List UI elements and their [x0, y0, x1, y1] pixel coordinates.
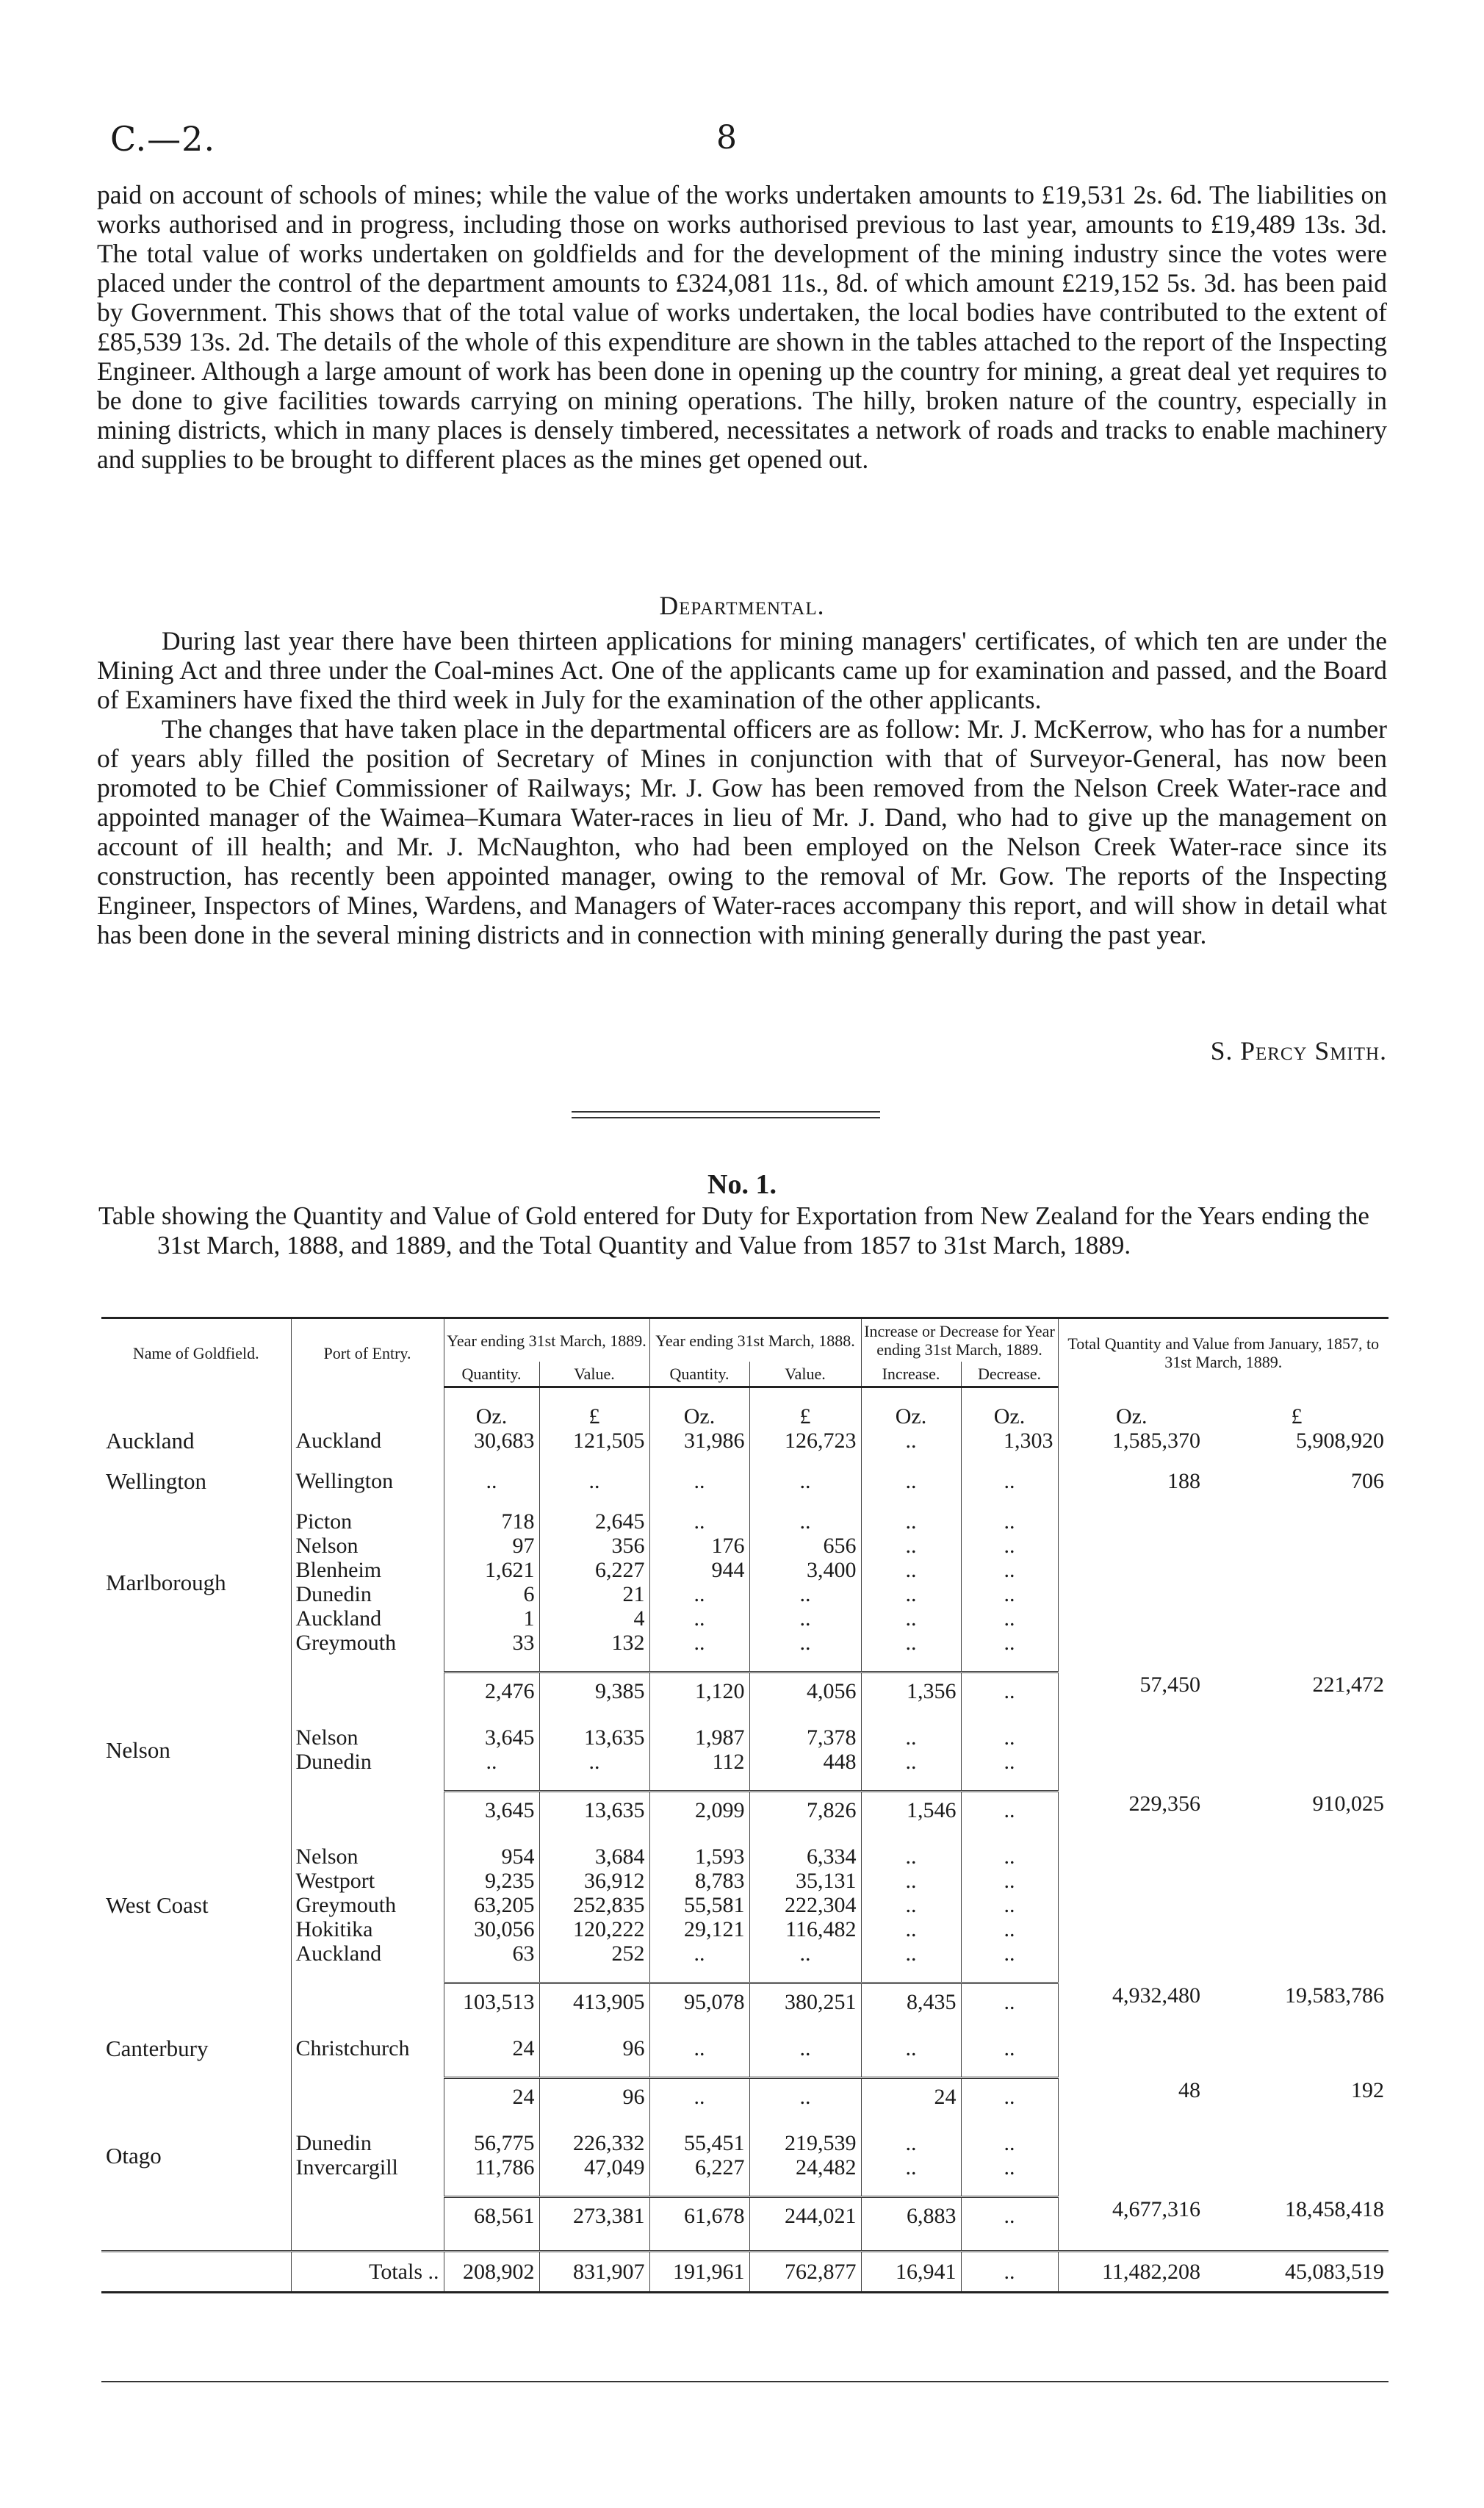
port-name: Picton — [291, 1509, 444, 1534]
cell-inc: .. — [861, 2036, 961, 2060]
cell-v88: 3,400 — [749, 1558, 861, 1582]
port-name: Greymouth — [291, 1893, 444, 1917]
subtotal-v88: 380,251 — [749, 1983, 861, 2021]
table-row — [101, 1917, 1388, 1941]
subtotal-port-blank — [291, 1672, 444, 1710]
sub-quantity-1889: Quantity. — [444, 1362, 539, 1387]
port-name: Hokitika — [291, 1917, 444, 1941]
cell-total-q — [1058, 1606, 1205, 1631]
cell-dec: .. — [961, 1725, 1058, 1750]
totals-row — [101, 2252, 1388, 2293]
subtotal-v89: 413,905 — [539, 1983, 649, 2021]
cell-q89: 718 — [444, 1509, 539, 1534]
cell-q88: 8,783 — [649, 1869, 749, 1893]
table-row — [101, 1429, 1388, 1453]
port-name: Blenheim — [291, 1558, 444, 1582]
cell-q89: .. — [444, 1469, 539, 1493]
section-heading: Departmental. — [659, 591, 825, 620]
cell-inc: .. — [861, 1893, 961, 1917]
cell-v89: 36,912 — [539, 1869, 649, 1893]
col-goldfield-header: Name of Goldfield. — [101, 1318, 291, 1387]
cell-dec: .. — [961, 2131, 1058, 2155]
subtotal-q89: 68,561 — [444, 2197, 539, 2235]
subtotal-inc: 1,546 — [861, 1792, 961, 1829]
cell-dec: .. — [961, 1469, 1058, 1493]
subtotal-row — [101, 1672, 1388, 1710]
unit-oz: Oz. — [444, 1404, 539, 1429]
cell-q88: 176 — [649, 1534, 749, 1558]
port-name: Auckland — [291, 1429, 444, 1453]
cell-total-v — [1205, 1725, 1388, 1750]
cell-total-q — [1058, 1893, 1205, 1917]
cell-inc: .. — [861, 1469, 961, 1493]
cell-q89: 6 — [444, 1582, 539, 1606]
subtotal-v89: 9,385 — [539, 1672, 649, 1710]
cell-q89: 9,235 — [444, 1869, 539, 1893]
cell-total-v — [1205, 1941, 1388, 1966]
subtotal-port-blank — [291, 1792, 444, 1829]
cell-inc: .. — [861, 1429, 961, 1453]
subtotal-q88: 95,078 — [649, 1983, 749, 2021]
cell-total-v — [1205, 1893, 1388, 1917]
cell-total-v — [1205, 2131, 1388, 2155]
dept-paragraph-1: During last year there have been thirteen applications for mining managers' certificates, of which ten are under the Mining Act and three under the Coal-mines Act. One of the applicants came up for examination and passed, and the Board of Examiners have fixed the third week in July for the examination of the other applicants. — [97, 626, 1387, 714]
cell-total-q — [1058, 1844, 1205, 1869]
cell-v89: 47,049 — [539, 2155, 649, 2180]
table-row — [101, 1631, 1388, 1655]
subtotal-q89: 3,645 — [444, 1792, 539, 1829]
subtotal-blank — [101, 1983, 291, 2021]
cell-q88: 31,986 — [649, 1429, 749, 1453]
subtotal-q88: 1,120 — [649, 1672, 749, 1710]
cell-inc: .. — [861, 1941, 961, 1966]
port-name: Wellington — [291, 1469, 444, 1493]
cell-v89: 120,222 — [539, 1917, 649, 1941]
cell-total-v — [1205, 1582, 1388, 1606]
cell-dec: .. — [961, 1631, 1058, 1655]
cell-total-v — [1205, 1534, 1388, 1558]
subtotal-inc: 8,435 — [861, 1983, 961, 2021]
cell-q89: 24 — [444, 2036, 539, 2060]
unit-oz: Oz. — [1058, 1404, 1205, 1429]
subtotal-q88: .. — [649, 2078, 749, 2116]
cell-q89: .. — [444, 1750, 539, 1774]
total-dec: .. — [961, 2252, 1058, 2293]
cell-q89: 97 — [444, 1534, 539, 1558]
cell-total-q — [1058, 2155, 1205, 2180]
table-row — [101, 1893, 1388, 1917]
signature: S. Percy Smith. — [1210, 1036, 1387, 1066]
cell-dec: .. — [961, 1917, 1058, 1941]
port-name: Dunedin — [291, 2131, 444, 2155]
table-row — [101, 1582, 1388, 1606]
cell-q88: .. — [649, 1941, 749, 1966]
subtotal-row — [101, 1983, 1388, 2021]
subtotal-v89: 273,381 — [539, 2197, 649, 2235]
cell-total-q — [1058, 1509, 1205, 1534]
cell-q89: 33 — [444, 1631, 539, 1655]
subtotal-total-q: 48 — [1058, 2078, 1205, 2116]
subtotal-dec: .. — [961, 1983, 1058, 2021]
cell-dec: .. — [961, 1558, 1058, 1582]
cell-q89: 1 — [444, 1606, 539, 1631]
subtotal-dec: .. — [961, 2197, 1058, 2235]
subtotal-inc: 24 — [861, 2078, 961, 2116]
totals-label: Totals .. — [291, 2252, 444, 2293]
cell-v88: 24,482 — [749, 2155, 861, 2180]
total-q89: 208,902 — [444, 2252, 539, 2293]
cell-v88: .. — [749, 1631, 861, 1655]
cell-v88: .. — [749, 2036, 861, 2060]
cell-inc: .. — [861, 2155, 961, 2180]
cell-v89: 356 — [539, 1534, 649, 1558]
cell-q88: .. — [649, 1509, 749, 1534]
cell-total-v — [1205, 1917, 1388, 1941]
cell-q88: 6,227 — [649, 2155, 749, 2180]
col-port-header: Port of Entry. — [291, 1318, 444, 1387]
body-paragraph: paid on account of schools of mines; while the value of the works undertaken amounts to £19,531 2s. 6d. The liabilities on works authorised and in progress, including those on works authorised previous to last year, amounts to £19,489 13s. 3d. The total value of works undertaken on goldfields and for the development of the mining industry since the votes were placed under the control of the department amounts to £324,081 11s., 8d. of which amount £219,152 5s. 3d. has been paid by Government. This shows that of the total value of works undertaken, the local bodies have contributed to the extent of £85,539 13s. 2d. The details of the whole of this expenditure are shown in the tables attached to the report of the Inspecting Engineer. Although a large amount of work has been done in opening up the country for mining, a great deal yet requires to be done to give facilities towards carrying on mining operations. The hilly, broken nature of the country, especially in mining districts, which in many places is densely timbered, necessitates a network of roads and tracks to enable machinery and supplies to be brought to different places as the mines get opened out. — [97, 180, 1387, 474]
cell-total-v — [1205, 1558, 1388, 1582]
subtotal-port-blank — [291, 2078, 444, 2116]
cell-total-q — [1058, 2036, 1205, 2060]
cell-v89: 121,505 — [539, 1429, 649, 1453]
cell-q88: 55,451 — [649, 2131, 749, 2155]
cell-q89: 56,775 — [444, 2131, 539, 2155]
col-year1888-header: Year ending 31st March, 1888. — [649, 1318, 861, 1362]
unit-oz: Oz. — [649, 1404, 749, 1429]
cell-inc: .. — [861, 1631, 961, 1655]
cell-v88: .. — [749, 1582, 861, 1606]
cell-v88: 35,131 — [749, 1869, 861, 1893]
cell-q88: .. — [649, 1469, 749, 1493]
unit-pound: £ — [539, 1404, 649, 1429]
cell-v88: .. — [749, 1941, 861, 1966]
subtotal-blank — [101, 2197, 291, 2235]
cell-dec: .. — [961, 1844, 1058, 1869]
sub-value-1889: Value. — [539, 1362, 649, 1387]
table-row — [101, 1750, 1388, 1774]
divider-rule — [572, 1117, 880, 1118]
cell-dec: .. — [961, 1893, 1058, 1917]
cell-v89: 6,227 — [539, 1558, 649, 1582]
subtotal-dec: .. — [961, 1672, 1058, 1710]
sub-decrease: Decrease. — [961, 1362, 1058, 1387]
subtotal-total-v: 910,025 — [1312, 1791, 1384, 1816]
cell-inc: .. — [861, 1844, 961, 1869]
cell-q89: 3,645 — [444, 1725, 539, 1750]
port-name: Invercargill — [291, 2155, 444, 2180]
cell-v89: 226,332 — [539, 2131, 649, 2155]
cell-q89: 63,205 — [444, 1893, 539, 1917]
cell-total-v — [1205, 1750, 1388, 1774]
subtotal-total-v: 192 — [1351, 2077, 1384, 2102]
cell-total-v: 706 — [1351, 1469, 1384, 1493]
cell-v89: 96 — [539, 2036, 649, 2060]
cell-dec: .. — [961, 1941, 1058, 1966]
cell-inc: .. — [861, 1558, 961, 1582]
port-name: Dunedin — [291, 1750, 444, 1774]
cell-q89: 11,786 — [444, 2155, 539, 2180]
sub-value-1888: Value. — [749, 1362, 861, 1387]
cell-inc: .. — [861, 1725, 961, 1750]
cell-inc: .. — [861, 1917, 961, 1941]
cell-q88: .. — [649, 1606, 749, 1631]
subtotal-total-q: 4,932,480 — [1058, 1983, 1205, 2021]
subtotal-q88: 2,099 — [649, 1792, 749, 1829]
units-row — [101, 1404, 1388, 1429]
total-v88: 762,877 — [749, 2252, 861, 2293]
port-name: Nelson — [291, 1725, 444, 1750]
cell-inc: .. — [861, 1534, 961, 1558]
col-incdec-header: Increase or Decrease for Year ending 31st March, 1889. — [861, 1318, 1058, 1362]
unit-oz: Oz. — [861, 1404, 961, 1429]
table-row — [101, 1869, 1388, 1893]
table-row — [101, 1469, 1388, 1493]
table-row — [101, 2036, 1388, 2060]
cell-q89: 1,621 — [444, 1558, 539, 1582]
cell-v89: 3,684 — [539, 1844, 649, 1869]
table-row — [101, 1534, 1388, 1558]
table-row — [101, 1844, 1388, 1869]
cell-dec: .. — [961, 2036, 1058, 2060]
divider-rule — [572, 1111, 880, 1113]
table-row — [101, 1941, 1388, 1966]
document-reference: C.—2. — [110, 119, 216, 159]
subtotal-blank — [101, 1672, 291, 1710]
cell-total-v — [1205, 1606, 1388, 1631]
subtotal-v88: 7,826 — [749, 1792, 861, 1829]
sub-quantity-1888: Quantity. — [649, 1362, 749, 1387]
cell-dec: .. — [961, 1750, 1058, 1774]
cell-dec: .. — [961, 1582, 1058, 1606]
cell-q89: 63 — [444, 1941, 539, 1966]
cell-v88: 6,334 — [749, 1844, 861, 1869]
subtotal-v88: .. — [749, 2078, 861, 2116]
subtotal-port-blank — [291, 2197, 444, 2235]
subtotal-blank — [101, 2078, 291, 2116]
cell-v89: 2,645 — [539, 1509, 649, 1534]
goldfield-name: Nelson — [106, 1736, 170, 1763]
cell-q88: 112 — [649, 1750, 749, 1774]
port-name: Auckland — [291, 1941, 444, 1966]
subtotal-v89: 13,635 — [539, 1792, 649, 1829]
cell-q89: 954 — [444, 1844, 539, 1869]
subtotal-q88: 61,678 — [649, 2197, 749, 2235]
cell-dec: .. — [961, 1509, 1058, 1534]
cell-dec: .. — [961, 1606, 1058, 1631]
subtotal-q89: 2,476 — [444, 1672, 539, 1710]
cell-v88: 656 — [749, 1534, 861, 1558]
cell-total-v — [1205, 1631, 1388, 1655]
cell-total-q — [1058, 1750, 1205, 1774]
unit-pound: £ — [1291, 1404, 1303, 1429]
subtotal-total-v: 19,583,786 — [1285, 1983, 1384, 2008]
cell-dec: .. — [961, 1869, 1058, 1893]
cell-total-q: 1,585,370 — [1058, 1429, 1205, 1453]
cell-inc: .. — [861, 1750, 961, 1774]
cell-dec: .. — [961, 1534, 1058, 1558]
cell-v89: 132 — [539, 1631, 649, 1655]
goldfield-name: Auckland — [106, 1428, 195, 1454]
dept-paragraph-2: The changes that have taken place in the departmental officers are as follow: Mr. J. McKerrow, who has for a number of years ably filled the position of Secretary of Mines in conjunction with that of Surveyor-General, has now been promoted to be Chief Commissioner of Railways; Mr. J. Gow has been removed from the Nelson Creek Water-race and appointed manager of the Waimea–Kumara Water-races in lieu of Mr. J. Dand, who had to give up the management on account of ill health; and Mr. J. McNaughton, who had been employed on the Nelson Creek Water-race since its construction, has recently been appointed manager, owing to the removal of Mr. Gow. The reports of the Inspecting Engineer, Inspectors of Mines, Wardens, and Managers of Water-races accompany this report, and will show in detail what has been done in the several mining districts and in connection with mining generally during the past year. — [97, 714, 1387, 949]
table-row — [101, 1509, 1388, 1534]
subtotal-inc: 1,356 — [861, 1672, 961, 1710]
cell-total-q — [1058, 1869, 1205, 1893]
cell-v89: .. — [539, 1469, 649, 1493]
cell-total-q: 188 — [1058, 1469, 1205, 1493]
cell-v88: 222,304 — [749, 1893, 861, 1917]
cell-v89: 252 — [539, 1941, 649, 1966]
cell-total-q — [1058, 1534, 1205, 1558]
subtotal-v89: 96 — [539, 2078, 649, 2116]
cell-total-v — [1205, 2155, 1388, 2180]
cell-inc: .. — [861, 1606, 961, 1631]
subtotal-inc: 6,883 — [861, 2197, 961, 2235]
subtotal-total-v: 221,472 — [1312, 1672, 1384, 1697]
table-row — [101, 1725, 1388, 1750]
page-number: 8 — [716, 119, 737, 157]
cell-v88: .. — [749, 1606, 861, 1631]
cell-q88: .. — [649, 1582, 749, 1606]
cell-q88: 29,121 — [649, 1917, 749, 1941]
cell-q88: 1,593 — [649, 1844, 749, 1869]
total-inc: 16,941 — [861, 2252, 961, 2293]
departmental-paragraphs — [97, 626, 1387, 949]
subtotal-port-blank — [291, 1983, 444, 2021]
totals-label-text: Totals — [369, 2260, 422, 2284]
cell-v89: .. — [539, 1750, 649, 1774]
cell-total-v: 5,908,920 — [1296, 1429, 1384, 1453]
port-name: Christchurch — [291, 2036, 444, 2060]
cell-v89: 13,635 — [539, 1725, 649, 1750]
cell-total-v — [1205, 1844, 1388, 1869]
cell-q88: 1,987 — [649, 1725, 749, 1750]
cell-v88: 7,378 — [749, 1725, 861, 1750]
total-grand-q: 11,482,208 — [1058, 2252, 1205, 2293]
cell-inc: .. — [861, 2131, 961, 2155]
cell-total-q — [1058, 1631, 1205, 1655]
cell-v88: 219,539 — [749, 2131, 861, 2155]
cell-dec: 1,303 — [961, 1429, 1058, 1453]
cell-v88: .. — [749, 1509, 861, 1534]
port-name: Auckland — [291, 1606, 444, 1631]
bottom-rule — [101, 2381, 1388, 2382]
cell-inc: .. — [861, 1582, 961, 1606]
col-year1889-header: Year ending 31st March, 1889. — [444, 1318, 649, 1362]
port-name: Nelson — [291, 1844, 444, 1869]
port-name: Dunedin — [291, 1582, 444, 1606]
cell-v88: 448 — [749, 1750, 861, 1774]
cell-total-q — [1058, 1917, 1205, 1941]
goldfield-name: Otago — [106, 2142, 162, 2169]
cell-v89: 4 — [539, 1606, 649, 1631]
cell-total-v — [1205, 1869, 1388, 1893]
unit-oz: Oz. — [961, 1404, 1058, 1429]
table-row — [101, 2155, 1388, 2180]
sub-increase: Increase. — [861, 1362, 961, 1387]
table-caption — [98, 1201, 1391, 1260]
cell-q88: 55,581 — [649, 1893, 749, 1917]
cell-inc: .. — [861, 1509, 961, 1534]
subtotal-q89: 24 — [444, 2078, 539, 2116]
unit-pound: £ — [749, 1404, 861, 1429]
gold-export-table — [101, 1317, 1388, 2293]
table-row — [101, 2131, 1388, 2155]
cell-inc: .. — [861, 1869, 961, 1893]
cell-q88: .. — [649, 2036, 749, 2060]
goldfield-name: Canterbury — [106, 2035, 209, 2061]
subtotal-total-q: 57,450 — [1058, 1672, 1205, 1710]
body-paragraph-block — [97, 180, 1387, 474]
cell-dec: .. — [961, 2155, 1058, 2180]
cell-total-q — [1058, 1582, 1205, 1606]
cell-v89: 252,835 — [539, 1893, 649, 1917]
goldfield-name: West Coast — [106, 1892, 209, 1918]
subtotal-dec: .. — [961, 2078, 1058, 2116]
subtotal-total-q: 229,356 — [1058, 1792, 1205, 1829]
port-name: Greymouth — [291, 1631, 444, 1655]
cell-q89: 30,683 — [444, 1429, 539, 1453]
cell-q88: .. — [649, 1631, 749, 1655]
subtotal-total-v: 18,458,418 — [1285, 2196, 1384, 2221]
cell-v89: 21 — [539, 1582, 649, 1606]
subtotal-v88: 244,021 — [749, 2197, 861, 2235]
cell-q89: 30,056 — [444, 1917, 539, 1941]
total-grand-v: 45,083,519 — [1205, 2252, 1388, 2293]
cell-v88: 116,482 — [749, 1917, 861, 1941]
subtotal-row — [101, 2197, 1388, 2235]
port-name: Westport — [291, 1869, 444, 1893]
table-row — [101, 1606, 1388, 1631]
total-q88: 191,961 — [649, 2252, 749, 2293]
goldfield-name: Wellington — [106, 1468, 206, 1494]
total-v89: 831,907 — [539, 2252, 649, 2293]
cell-v88: 126,723 — [749, 1429, 861, 1453]
table-number: No. 1. — [707, 1169, 777, 1200]
subtotal-dec: .. — [961, 1792, 1058, 1829]
cell-total-q — [1058, 1941, 1205, 1966]
subtotal-total-q: 4,677,316 — [1058, 2197, 1205, 2235]
subtotal-row — [101, 2078, 1388, 2116]
goldfield-name: Marlborough — [106, 1569, 226, 1595]
cell-total-v — [1205, 1509, 1388, 1534]
cell-total-v — [1205, 2036, 1388, 2060]
subtotal-q89: 103,513 — [444, 1983, 539, 2021]
subtotal-blank — [101, 1792, 291, 1829]
cell-total-q — [1058, 2131, 1205, 2155]
table-row — [101, 1558, 1388, 1582]
cell-v88: .. — [749, 1469, 861, 1493]
cell-total-q — [1058, 1725, 1205, 1750]
col-total-header: Total Quantity and Value from January, 1857, to 31st March, 1889. — [1058, 1318, 1388, 1387]
cell-q88: 944 — [649, 1558, 749, 1582]
table-caption-text: Table showing the Quantity and Value of Gold entered for Duty for Exportation from New Zealand for the Years ending the 31st March, 1888, and 1889, and the Total Quantity and Value from 1857 to 31st March, 1889. — [98, 1201, 1369, 1260]
subtotal-row — [101, 1792, 1388, 1829]
subtotal-v88: 4,056 — [749, 1672, 861, 1710]
cell-total-q — [1058, 1558, 1205, 1582]
port-name: Nelson — [291, 1534, 444, 1558]
